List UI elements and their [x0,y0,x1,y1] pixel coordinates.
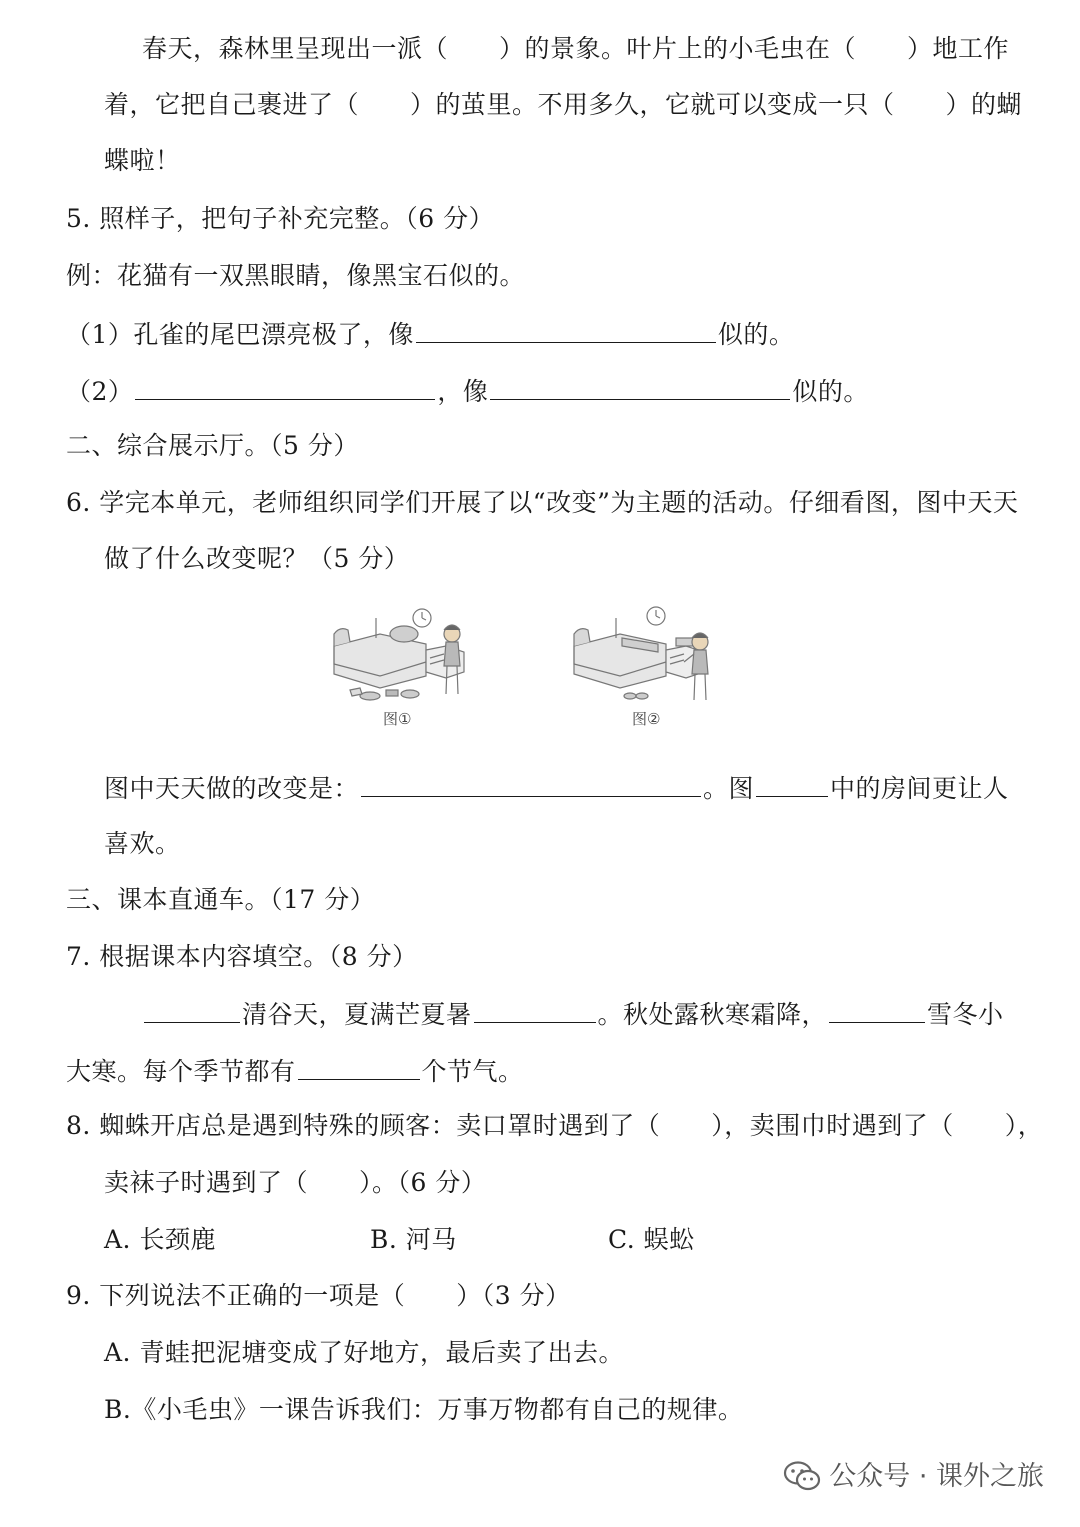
q5-item-1-prefix: （1）孔雀的尾巴漂亮极了，像 [66,320,414,349]
figure-1-caption: 图① [383,710,412,728]
q5-item-1-suffix: 似的。 [717,320,795,349]
q7-part-1: 清谷天，夏满芒夏暑 [242,1000,472,1029]
q9-option-a[interactable]: A. 青蛙把泥塘变成了好地方，最后卖了出去。 [104,1338,624,1367]
q7-part-2: 。秋处露秋寒霜降， [597,1000,828,1029]
q6-answer-mid: 。图 [703,774,755,803]
q7-line-2-suffix: 个节气。 [421,1057,524,1086]
q7-blank-3[interactable] [829,1000,925,1023]
q5-item-2-suffix: 似的。 [792,377,869,406]
q5-item-2-blank-1[interactable] [135,377,435,400]
q8-option-a[interactable]: A. 长颈鹿 [104,1225,216,1254]
q5-item-2-mid: ，像 [437,377,489,406]
q6-answer-line-1 [104,774,1009,801]
q7-blank-1[interactable] [144,1000,240,1023]
q8-option-b[interactable]: B. 河马 [370,1225,457,1254]
q5-example: 例：花猫有一双黑眼睛，像黑宝石似的。 [66,261,526,290]
q7-line-1 [142,1000,1004,1027]
q6-answer-prefix: 图中天天做的改变是： [104,774,360,803]
messy-room-illustration [330,604,480,704]
q5-item-1 [66,320,794,347]
section-3-title: 三、课本直通车。（17 分） [66,885,376,914]
q4-passage-line-2: 着，它把自己裹进了（ ）的茧里。不用多久，它就可以变成一只（ ）的蝴 [104,90,1023,119]
q6-line-2: 做了什么改变呢？（5 分） [104,544,410,573]
q6-answer-blank-figure[interactable] [756,774,828,797]
q7-line-2 [66,1057,524,1084]
q6-line-1: 6. 学完本单元，老师组织同学们开展了以“改变”为主题的活动。仔细看图，图中天天 [66,488,1019,517]
q5-item-2-prefix: （2） [66,377,134,406]
q5-item-1-blank[interactable] [416,320,716,343]
tidy-room-illustration [570,604,720,704]
q7-blank-4[interactable] [298,1057,420,1080]
figure-1-messy-room [330,604,480,704]
q7-title: 7. 根据课本内容填空。（8 分） [66,942,418,971]
q7-blank-2[interactable] [474,1000,596,1023]
section-2-title: 二、综合展示厅。（5 分） [66,431,359,460]
wechat-icon [783,1460,821,1492]
q5-title: 5. 照样子，把句子补充完整。（6 分） [66,204,495,233]
watermark-text: 公众号 · 课外之旅 [829,1460,1044,1492]
watermark [783,1460,1044,1492]
q7-part-3: 雪冬小 [927,1000,1004,1029]
q4-passage-line-3: 蝶啦！ [104,146,181,175]
q8-line-2: 卖袜子时遇到了（ ）。（6 分） [104,1168,487,1197]
q8-option-c[interactable]: C. 蜈蚣 [608,1225,695,1254]
q4-passage-line-1: 春天，森林里呈现出一派（ ）的景象。叶片上的小毛虫在（ ）地工作 [142,34,1010,63]
q5-item-2 [66,377,869,404]
q9-title: 9. 下列说法不正确的一项是（ ）（3 分） [66,1281,571,1310]
q7-line-2-prefix: 大寒。每个季节都有 [66,1057,296,1086]
figure-2-tidy-room [570,604,720,704]
q6-answer-blank-change[interactable] [361,774,701,797]
q6-answer-line-2: 喜欢。 [104,829,181,858]
q5-item-2-blank-2[interactable] [490,377,790,400]
q8-line-1: 8. 蜘蛛开店总是遇到特殊的顾客：卖口罩时遇到了（ ），卖围巾时遇到了（ ）， [66,1111,1044,1140]
q9-option-b[interactable]: B.《小毛虫》一课告诉我们：万事万物都有自己的规律。 [104,1395,744,1424]
figure-2-caption: 图② [632,710,661,728]
q6-answer-suffix: 中的房间更让人 [830,774,1009,803]
